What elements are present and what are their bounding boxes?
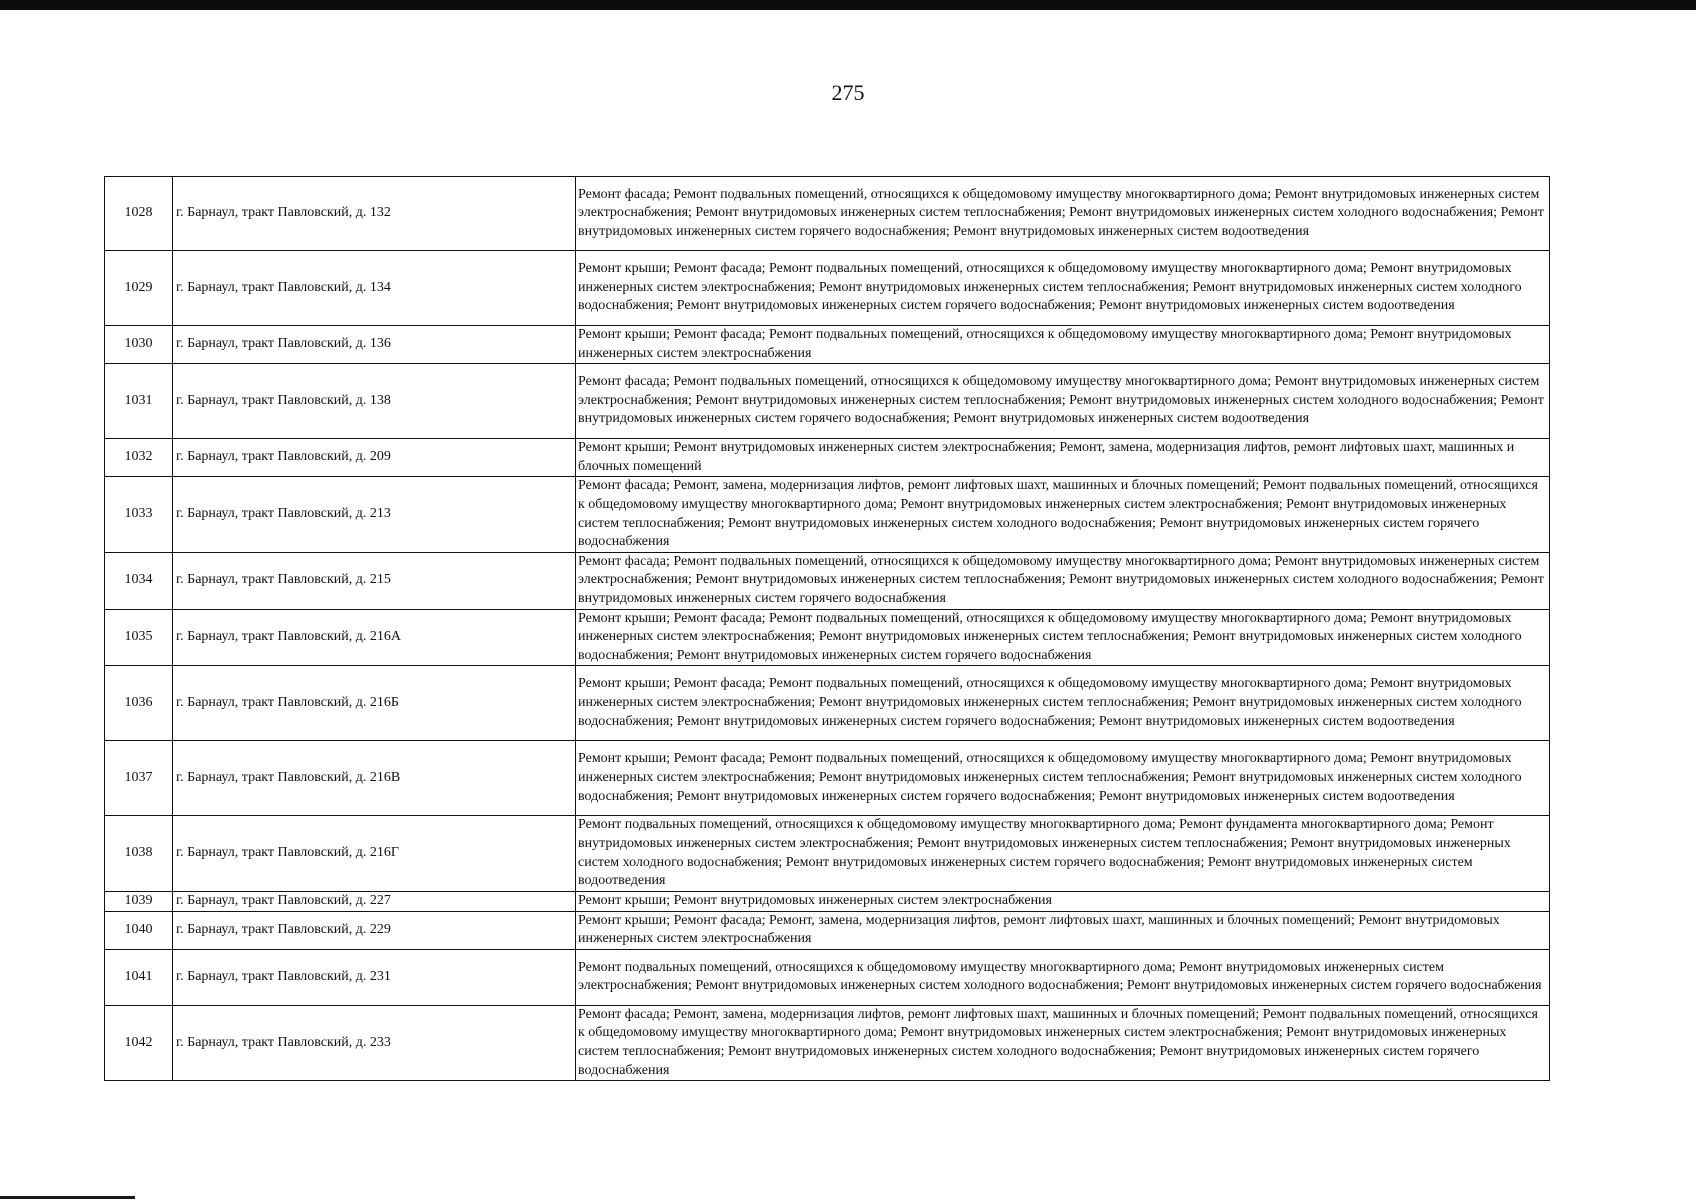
row-address: г. Барнаул, тракт Павловский, д. 209	[173, 439, 576, 477]
row-address: г. Барнаул, тракт Павловский, д. 136	[173, 326, 576, 364]
row-number: 1040	[105, 911, 173, 949]
table-row	[105, 477, 1550, 552]
row-works: Ремонт подвальных помещений, относящихся к общедомовому имуществу многоквартирного дома; Ремонт фундамента многоквартирного дома; Ремонт внутридомовых инженерных систем электроснабжения; Ремонт внутридомовых инженерных систем теплоснабжения; Ремонт внутридомовых инженерных систем холодного водоснабжения; Ремонт внутридомовых инженерных систем горячего водоснабжения; Ремонт внутридомовых инженерных систем водоотведения	[576, 816, 1550, 891]
row-address: г. Барнаул, тракт Павловский, д. 213	[173, 477, 576, 552]
table-row	[105, 911, 1550, 949]
row-address: г. Барнаул, тракт Павловский, д. 132	[173, 177, 576, 251]
page-number: 275	[831, 80, 865, 105]
housing-repair-table	[104, 176, 1550, 1081]
row-address: г. Барнаул, тракт Павловский, д. 216В	[173, 741, 576, 816]
row-number: 1031	[105, 364, 173, 439]
table-row	[105, 326, 1550, 364]
row-number: 1033	[105, 477, 173, 552]
row-address: г. Барнаул, тракт Павловский, д. 216Г	[173, 816, 576, 891]
table-row	[105, 741, 1550, 816]
table-row	[105, 609, 1550, 666]
row-address: г. Барнаул, тракт Павловский, д. 231	[173, 949, 576, 1005]
table-row	[105, 364, 1550, 439]
row-address: г. Барнаул, тракт Павловский, д. 134	[173, 251, 576, 326]
row-number: 1029	[105, 251, 173, 326]
row-number: 1039	[105, 891, 173, 911]
row-works: Ремонт крыши; Ремонт фасада; Ремонт подвальных помещений, относящихся к общедомовому имуществу многоквартирного дома; Ремонт внутридомовых инженерных систем электроснабжения; Ремонт внутридомовых инженерных систем теплоснабжения; Ремонт внутридомовых инженерных систем холодного водоснабжения; Ремонт внутридомовых инженерных систем горячего водоснабжения	[576, 609, 1550, 666]
row-works: Ремонт фасада; Ремонт, замена, модернизация лифтов, ремонт лифтовых шахт, машинных и блочных помещений; Ремонт подвальных помещений, относящихся к общедомовому имуществу многоквартирного дома; Ремонт внутридомовых инженерных систем электроснабжения; Ремонт внутридомовых инженерных систем теплоснабжения; Ремонт внутридомовых инженерных систем холодного водоснабжения; Ремонт внутридомовых инженерных систем горячего водоснабжения	[576, 477, 1550, 552]
row-number: 1037	[105, 741, 173, 816]
row-address: г. Барнаул, тракт Павловский, д. 216Б	[173, 666, 576, 741]
table-row	[105, 1005, 1550, 1080]
row-address: г. Барнаул, тракт Павловский, д. 233	[173, 1005, 576, 1080]
table-row	[105, 251, 1550, 326]
row-works: Ремонт фасада; Ремонт подвальных помещений, относящихся к общедомовому имуществу многоквартирного дома; Ремонт внутридомовых инженерных систем электроснабжения; Ремонт внутридомовых инженерных систем теплоснабжения; Ремонт внутридомовых инженерных систем холодного водоснабжения; Ремонт внутридомовых инженерных систем горячего водоснабжения	[576, 552, 1550, 609]
scan-top-border	[0, 0, 1696, 10]
row-works: Ремонт фасада; Ремонт, замена, модернизация лифтов, ремонт лифтовых шахт, машинных и блочных помещений; Ремонт подвальных помещений, относящихся к общедомовому имуществу многоквартирного дома; Ремонт внутридомовых инженерных систем электроснабжения; Ремонт внутридомовых инженерных систем теплоснабжения; Ремонт внутридомовых инженерных систем холодного водоснабжения; Ремонт внутридомовых инженерных систем горячего водоснабжения	[576, 1005, 1550, 1080]
table-row	[105, 949, 1550, 1005]
row-number: 1042	[105, 1005, 173, 1080]
table-row	[105, 816, 1550, 891]
row-works: Ремонт крыши; Ремонт внутридомовых инженерных систем электроснабжения; Ремонт, замена, модернизация лифтов, ремонт лифтовых шахт, машинных и блочных помещений	[576, 439, 1550, 477]
row-number: 1030	[105, 326, 173, 364]
row-number: 1036	[105, 666, 173, 741]
row-address: г. Барнаул, тракт Павловский, д. 216А	[173, 609, 576, 666]
scan-bottom-mark	[0, 1196, 135, 1199]
row-works: Ремонт крыши; Ремонт фасада; Ремонт подвальных помещений, относящихся к общедомовому имуществу многоквартирного дома; Ремонт внутридомовых инженерных систем электроснабжения; Ремонт внутридомовых инженерных систем теплоснабжения; Ремонт внутридомовых инженерных систем холодного водоснабжения; Ремонт внутридомовых инженерных систем горячего водоснабжения; Ремонт внутридомовых инженерных систем водоотведения	[576, 666, 1550, 741]
row-works: Ремонт крыши; Ремонт фасада; Ремонт, замена, модернизация лифтов, ремонт лифтовых шахт, машинных и блочных помещений; Ремонт внутридомовых инженерных систем электроснабжения	[576, 911, 1550, 949]
row-number: 1032	[105, 439, 173, 477]
table-row	[105, 552, 1550, 609]
table-row	[105, 891, 1550, 911]
table-row	[105, 177, 1550, 251]
row-number: 1034	[105, 552, 173, 609]
row-address: г. Барнаул, тракт Павловский, д. 229	[173, 911, 576, 949]
row-address: г. Барнаул, тракт Павловский, д. 215	[173, 552, 576, 609]
row-works: Ремонт подвальных помещений, относящихся к общедомовому имуществу многоквартирного дома; Ремонт внутридомовых инженерных систем электроснабжения; Ремонт внутридомовых инженерных систем холодного водоснабжения; Ремонт внутридомовых инженерных систем горячего водоснабжения	[576, 949, 1550, 1005]
row-number: 1035	[105, 609, 173, 666]
row-works: Ремонт крыши; Ремонт фасада; Ремонт подвальных помещений, относящихся к общедомовому имуществу многоквартирного дома; Ремонт внутридомовых инженерных систем электроснабжения; Ремонт внутридомовых инженерных систем теплоснабжения; Ремонт внутридомовых инженерных систем холодного водоснабжения; Ремонт внутридомовых инженерных систем горячего водоснабжения; Ремонт внутридомовых инженерных систем водоотведения	[576, 251, 1550, 326]
row-works: Ремонт крыши; Ремонт фасада; Ремонт подвальных помещений, относящихся к общедомовому имуществу многоквартирного дома; Ремонт внутридомовых инженерных систем электроснабжения	[576, 326, 1550, 364]
row-number: 1041	[105, 949, 173, 1005]
row-address: г. Барнаул, тракт Павловский, д. 227	[173, 891, 576, 911]
table-row	[105, 666, 1550, 741]
row-address: г. Барнаул, тракт Павловский, д. 138	[173, 364, 576, 439]
table-row	[105, 439, 1550, 477]
row-number: 1028	[105, 177, 173, 251]
row-works: Ремонт крыши; Ремонт внутридомовых инженерных систем электроснабжения	[576, 891, 1550, 911]
row-works: Ремонт крыши; Ремонт фасада; Ремонт подвальных помещений, относящихся к общедомовому имуществу многоквартирного дома; Ремонт внутридомовых инженерных систем электроснабжения; Ремонт внутридомовых инженерных систем теплоснабжения; Ремонт внутридомовых инженерных систем холодного водоснабжения; Ремонт внутридомовых инженерных систем горячего водоснабжения; Ремонт внутридомовых инженерных систем водоотведения	[576, 741, 1550, 816]
row-number: 1038	[105, 816, 173, 891]
row-works: Ремонт фасада; Ремонт подвальных помещений, относящихся к общедомовому имуществу многоквартирного дома; Ремонт внутридомовых инженерных систем электроснабжения; Ремонт внутридомовых инженерных систем теплоснабжения; Ремонт внутридомовых инженерных систем холодного водоснабжения; Ремонт внутридомовых инженерных систем горячего водоснабжения; Ремонт внутридомовых инженерных систем водоотведения	[576, 364, 1550, 439]
row-works: Ремонт фасада; Ремонт подвальных помещений, относящихся к общедомовому имуществу многоквартирного дома; Ремонт внутридомовых инженерных систем электроснабжения; Ремонт внутридомовых инженерных систем теплоснабжения; Ремонт внутридомовых инженерных систем холодного водоснабжения; Ремонт внутридомовых инженерных систем горячего водоснабжения; Ремонт внутридомовых инженерных систем водоотведения	[576, 177, 1550, 251]
